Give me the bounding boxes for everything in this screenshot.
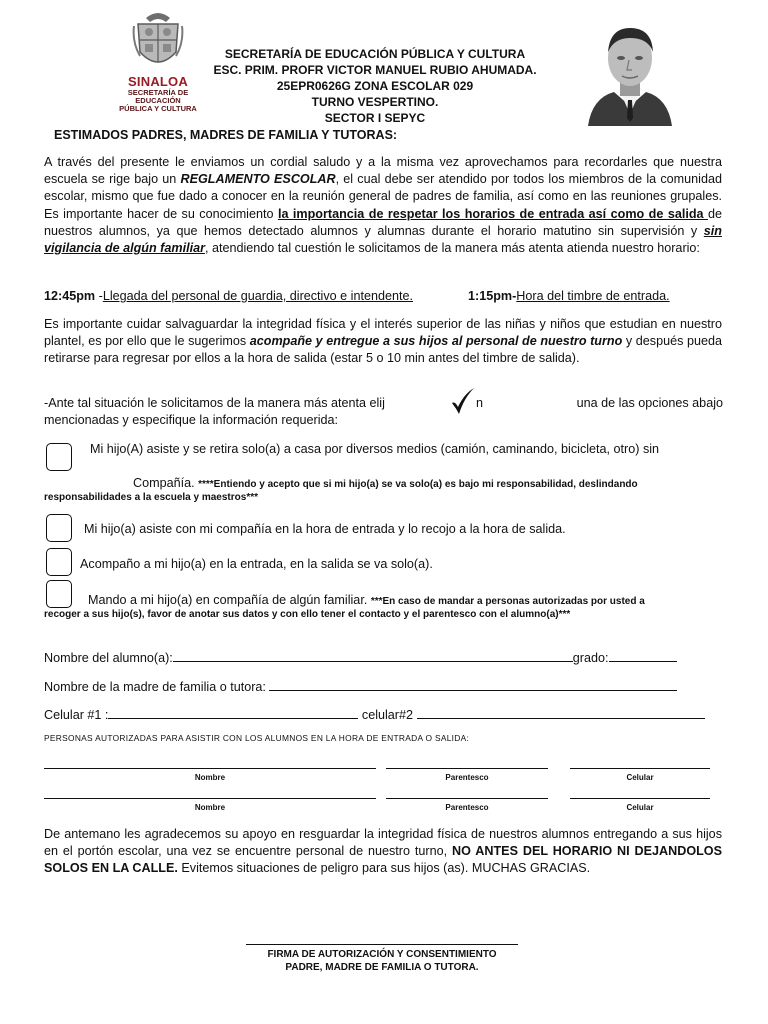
auth-1-name-label: Nombre — [194, 773, 226, 782]
p2-text-1: Es importante cuidar salvaguardar la integridad física y el interés superior de las niñas y niños que estudian en nuestro plantel, es por ello que le sugerimos — [44, 317, 722, 349]
option-2-checkbox[interactable] — [46, 514, 72, 542]
auth-2-name-label: Nombre — [194, 803, 226, 812]
mother-name-field[interactable] — [269, 678, 677, 691]
document-header — [170, 46, 580, 126]
request-line-1c: una de las opciones abajo — [576, 396, 723, 410]
schedule-text-1: Llegada del personal de guardia, directivo e intendente. — [102, 289, 413, 303]
option-4-note: ***En caso de mandar a personas autorizadas por usted a — [370, 596, 645, 607]
p1-text-7: , atendiendo tal cuestión le solicitamos de la manera más atenta atienda nuestro horario: — [204, 241, 700, 256]
authorized-persons-title: PERSONAS AUTORIZADAS PARA ASISTIR CON LOS ALUMNOS EN LA HORA DE ENTRADA O SALIDA: — [44, 733, 470, 743]
safety-paragraph — [44, 316, 722, 368]
closing-text-1: De antemano les agradecemos su apoyo en resguardar la integridad física de nuestros alumnos entregando a sus hijos en el portón escolar, una vez se encuentre personal de nuestro turno, — [44, 827, 722, 859]
p1-text-3: , el cual debe ser atendido por todos los miembros de la comunidad escolar, mismo que fue dado a conocer en la reunión general de padres de familia, así como en las reuniones grupales. Es importante hacer de su conocimiento — [44, 172, 722, 221]
auth-2-cell-label: Celular — [626, 803, 654, 812]
p1-text-2: REGLAMENTO ESCOLAR — [180, 172, 336, 187]
signature-block[interactable] — [246, 944, 518, 974]
option-3-text: Acompaño a mi hijo(a) en la entrada, en la salida se va solo(a). — [80, 557, 433, 571]
option-4-text: Mando a mi hijo(a) en compañía de algún familiar. — [88, 593, 368, 607]
grade-field[interactable] — [609, 649, 677, 662]
auth-2-relation-label: Parentesco — [445, 803, 489, 812]
schedule-line-2 — [468, 289, 670, 303]
auth-1-cell-label: Celular — [626, 773, 654, 782]
logo-subtitle-3: PÚBLICA Y CULTURA — [119, 104, 197, 114]
mother-label: Nombre de la madre de familia o tutora: — [44, 680, 266, 694]
option-1-note-2: responsabilidades a la escuela y maestros*** — [44, 492, 258, 503]
option-1-note: ****Entiendo y acepto que si mi hijo(a) se va solo(a) es bajo mi responsabilidad, deslindando — [198, 479, 638, 490]
schedule-time-2: 1:15pm- — [468, 289, 517, 303]
p2-text-2: acompañe y entregue a sus hijos al personal de nuestro turno — [249, 334, 623, 349]
auth-1-relation-field[interactable] — [386, 768, 548, 769]
auth-2-name-field[interactable] — [44, 798, 376, 799]
p1-text-5: de nuestros alumnos, ya que hemos detectado alumnos y alumnas durante el horario matutino sin supervisión y — [44, 206, 722, 238]
schedule-text-2: Hora del timbre de entrada. — [516, 289, 670, 303]
option-1-companion: Compañía. — [133, 476, 195, 490]
option-3-checkbox[interactable] — [46, 548, 72, 576]
closing-paragraph — [44, 826, 722, 878]
auth-1-relation-label: Parentesco — [445, 773, 489, 782]
logo-subtitle-1: SECRETARÍA DE — [127, 88, 189, 97]
checkmark-icon — [450, 386, 476, 416]
header-line-2: ESC. PRIM. PROFR VICTOR MANUEL RUBIO AHUMADA. — [213, 63, 537, 77]
header-line-4: TURNO VESPERTINO. — [311, 95, 439, 109]
option-1-checkbox[interactable] — [46, 443, 72, 471]
cell2-label: celular#2 — [361, 708, 414, 722]
request-line-1a — [44, 396, 385, 410]
intro-paragraph — [44, 154, 722, 257]
p1-text-4: la importancia de respetar los horarios de entrada así como de salida — [277, 206, 708, 221]
option-4-note-2: recoger a sus hijo(s), favor de anotar sus datos y con ello tener el contacto y el parentesco con el alumno(a)*** — [44, 609, 571, 620]
option-4-checkbox[interactable] — [46, 580, 72, 608]
p1-text-6: sin vigilancia de algún familiar — [44, 223, 722, 256]
header-line-1: SECRETARÍA DE EDUCACIÓN PÚBLICA Y CULTURA — [224, 47, 526, 61]
auth-2-cell-field[interactable] — [570, 798, 710, 799]
header-line-5: SECTOR I SEPYC — [324, 111, 426, 125]
option-2-text: Mi hijo(a) asiste con mi compañía en la hora de entrada y lo recojo a la hora de salida. — [84, 522, 566, 536]
closing-text-2: NO ANTES DEL HORARIO NI DEJANDOLOS SOLOS EN LA CALLE. — [44, 844, 723, 876]
cell1-field[interactable] — [108, 706, 358, 719]
student-name-field[interactable] — [173, 649, 573, 662]
p2-text-3: y después pueda retirarse para regresar por ellos a la hora de salida (estar 5 o 10 min antes del timbre de salida). — [44, 334, 722, 366]
student-label: Nombre del alumno(a): — [44, 651, 173, 665]
logo-title: SINALOA — [128, 74, 188, 89]
auth-1-name-field[interactable] — [44, 768, 376, 769]
option-4-line — [88, 593, 645, 607]
cell2-field[interactable] — [417, 706, 705, 719]
request-line-2: mencionadas y especifique la información requerida: — [44, 413, 339, 427]
schedule-time-1: 12:45pm — [44, 289, 96, 303]
greeting: ESTIMADOS PADRES, MADRES DE FAMILIA Y TUTORAS: — [54, 128, 398, 142]
cell1-label: Celular #1 : — [44, 708, 109, 722]
mother-row — [44, 678, 677, 694]
founder-portrait — [584, 14, 676, 126]
option-1-line-2 — [133, 476, 638, 490]
header-line-3: 25EPR0626G ZONA ESCOLAR 029 — [276, 79, 474, 93]
p3-text-1: -Ante tal situación le solicitamos de la manera más atenta elij — [44, 396, 385, 410]
auth-1-cell-field[interactable] — [570, 768, 710, 769]
cell-row — [44, 706, 705, 722]
closing-text-3: Evitemos situaciones de peligro para sus hijos (as). MUCHAS GRACIAS. — [177, 861, 591, 876]
request-line-1b: n — [476, 396, 484, 410]
grade-label: grado: — [572, 651, 609, 665]
signature-line-1: FIRMA DE AUTORIZACIÓN Y CONSENTIMIENTO — [267, 949, 497, 960]
auth-2-relation-field[interactable] — [386, 798, 548, 799]
logo-subtitle-2: EDUCACIÓN — [135, 96, 181, 106]
schedule-line: 12:45pm -Llegada del personal de guardia, directivo e intendente. — [44, 289, 413, 303]
signature-line-2: PADRE, MADRE DE FAMILIA O TUTORA. — [285, 962, 479, 973]
p1-text-1: A través del presente le enviamos un cordial saludo y a la misma vez aprovechamos para recordarles que nuestra escuela se rige bajo un — [44, 155, 722, 187]
student-row — [44, 649, 677, 665]
option-1-text: Mi hijo(A) asiste y se retira solo(a) a casa por diversos medios (camión, caminando, bicicleta, otro) sin — [90, 442, 660, 456]
